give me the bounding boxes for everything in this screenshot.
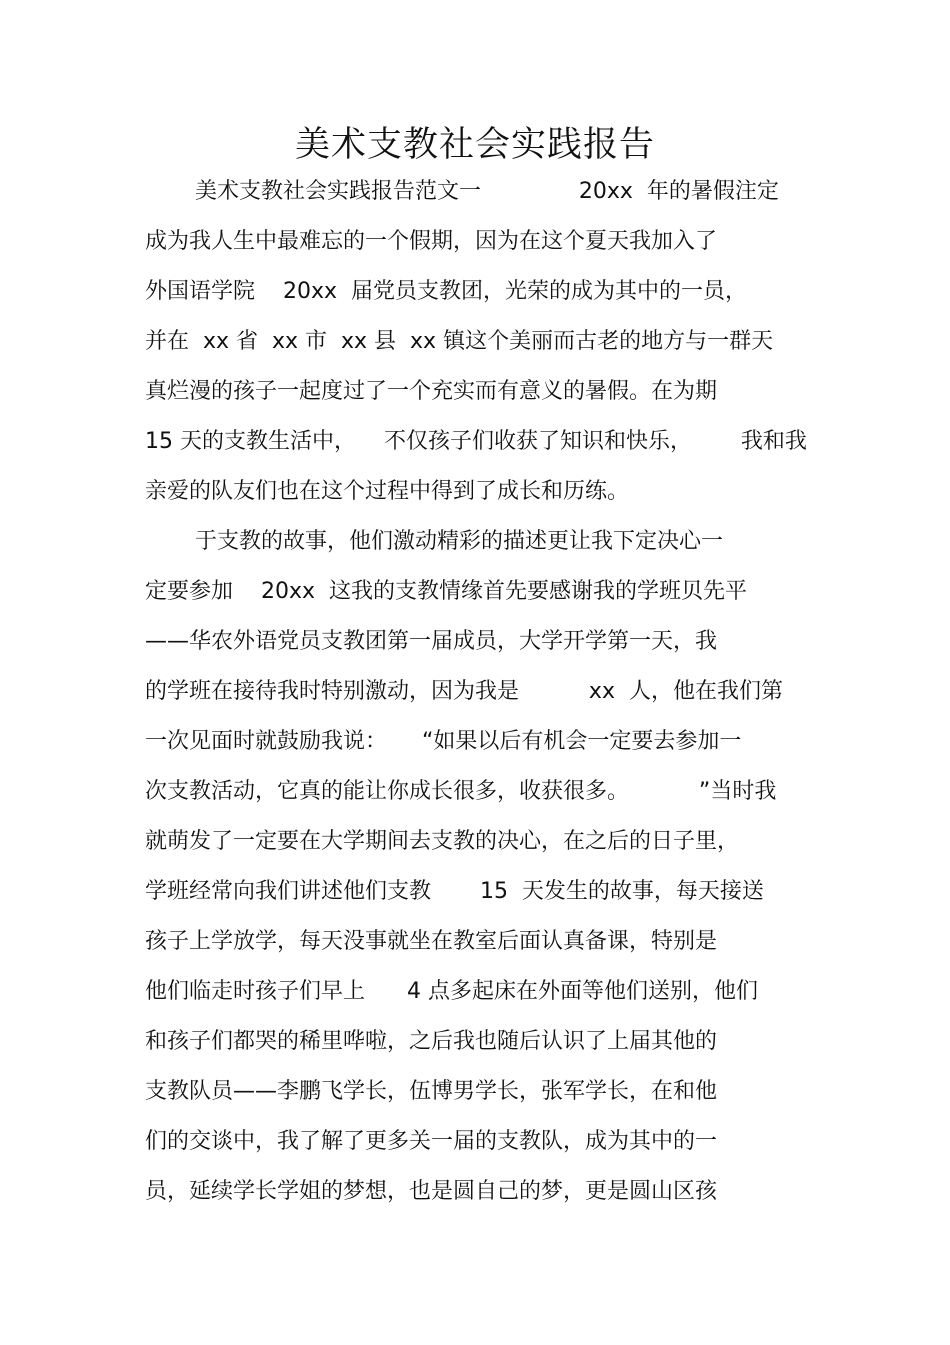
text-line: 15 天的支教生活中， 不仅孩子们收获了知识和快乐， 我和我 bbox=[145, 429, 807, 454]
text-line: 和孩子们都哭的稀里哗啦，之后我也随后认识了上届其他的 bbox=[145, 1029, 718, 1054]
text-line: 孩子上学放学，每天没事就坐在教室后面认真备课，特别是 bbox=[145, 929, 718, 954]
text-line: 外国语学院 20xx 届党员支教团，光荣的成为其中的一员， bbox=[145, 279, 747, 304]
text-line: 员，延续学长学姐的梦想，也是圆自己的梦，更是圆山区孩 bbox=[145, 1179, 718, 1204]
text-line: 成为我人生中最难忘的一个假期，因为在这个夏天我加入了 bbox=[145, 229, 718, 254]
text-line: 美术支教社会实践报告范文一 20xx 年的暑假注定 bbox=[195, 179, 779, 204]
text-line: 们的交谈中，我了解了更多关一届的支教队，成为其中的一 bbox=[145, 1129, 718, 1154]
text-line: 次支教活动，它真的能让你成长很多，收获很多。 ”当时我 bbox=[145, 779, 777, 804]
text-line: 于支教的故事，他们激动精彩的描述更让我下定决心一 bbox=[195, 529, 724, 554]
text-line: 他们临走时孩子们早上 4 点多起床在外面等他们送别，他们 bbox=[145, 979, 758, 1004]
text-line: 支教队员——李鹏飞学长，伍博男学长，张军学长，在和他 bbox=[145, 1079, 718, 1104]
text-line: ——华农外语党员支教团第一届成员，大学开学第一天，我 bbox=[145, 629, 718, 654]
text-line: 就萌发了一定要在大学期间去支教的决心，在之后的日子里， bbox=[145, 829, 740, 854]
text-line: 并在 xx 省 xx 市 xx 县 xx 镇这个美丽而古老的地方与一群天 bbox=[145, 329, 774, 354]
text-line: 真烂漫的孩子一起度过了一个充实而有意义的暑假。在为期 bbox=[145, 379, 718, 404]
document-title: 美术支教社会实践报告 bbox=[294, 125, 655, 165]
text-line: 一次见面时就鼓励我说： “如果以后有机会一定要去参加一 bbox=[145, 729, 742, 754]
text-line: 学班经常向我们讲述他们支教 15 天发生的故事，每天接送 bbox=[145, 879, 764, 904]
text-line: 的学班在接待我时特别激动，因为我是 xx 人，他在我们第 bbox=[145, 679, 783, 704]
text-line: 亲爱的队友们也在这个过程中得到了成长和历练。 bbox=[145, 479, 630, 504]
text-line: 定要参加 20xx 这我的支教情缘首先要感谢我的学班贝先平 bbox=[145, 579, 747, 604]
